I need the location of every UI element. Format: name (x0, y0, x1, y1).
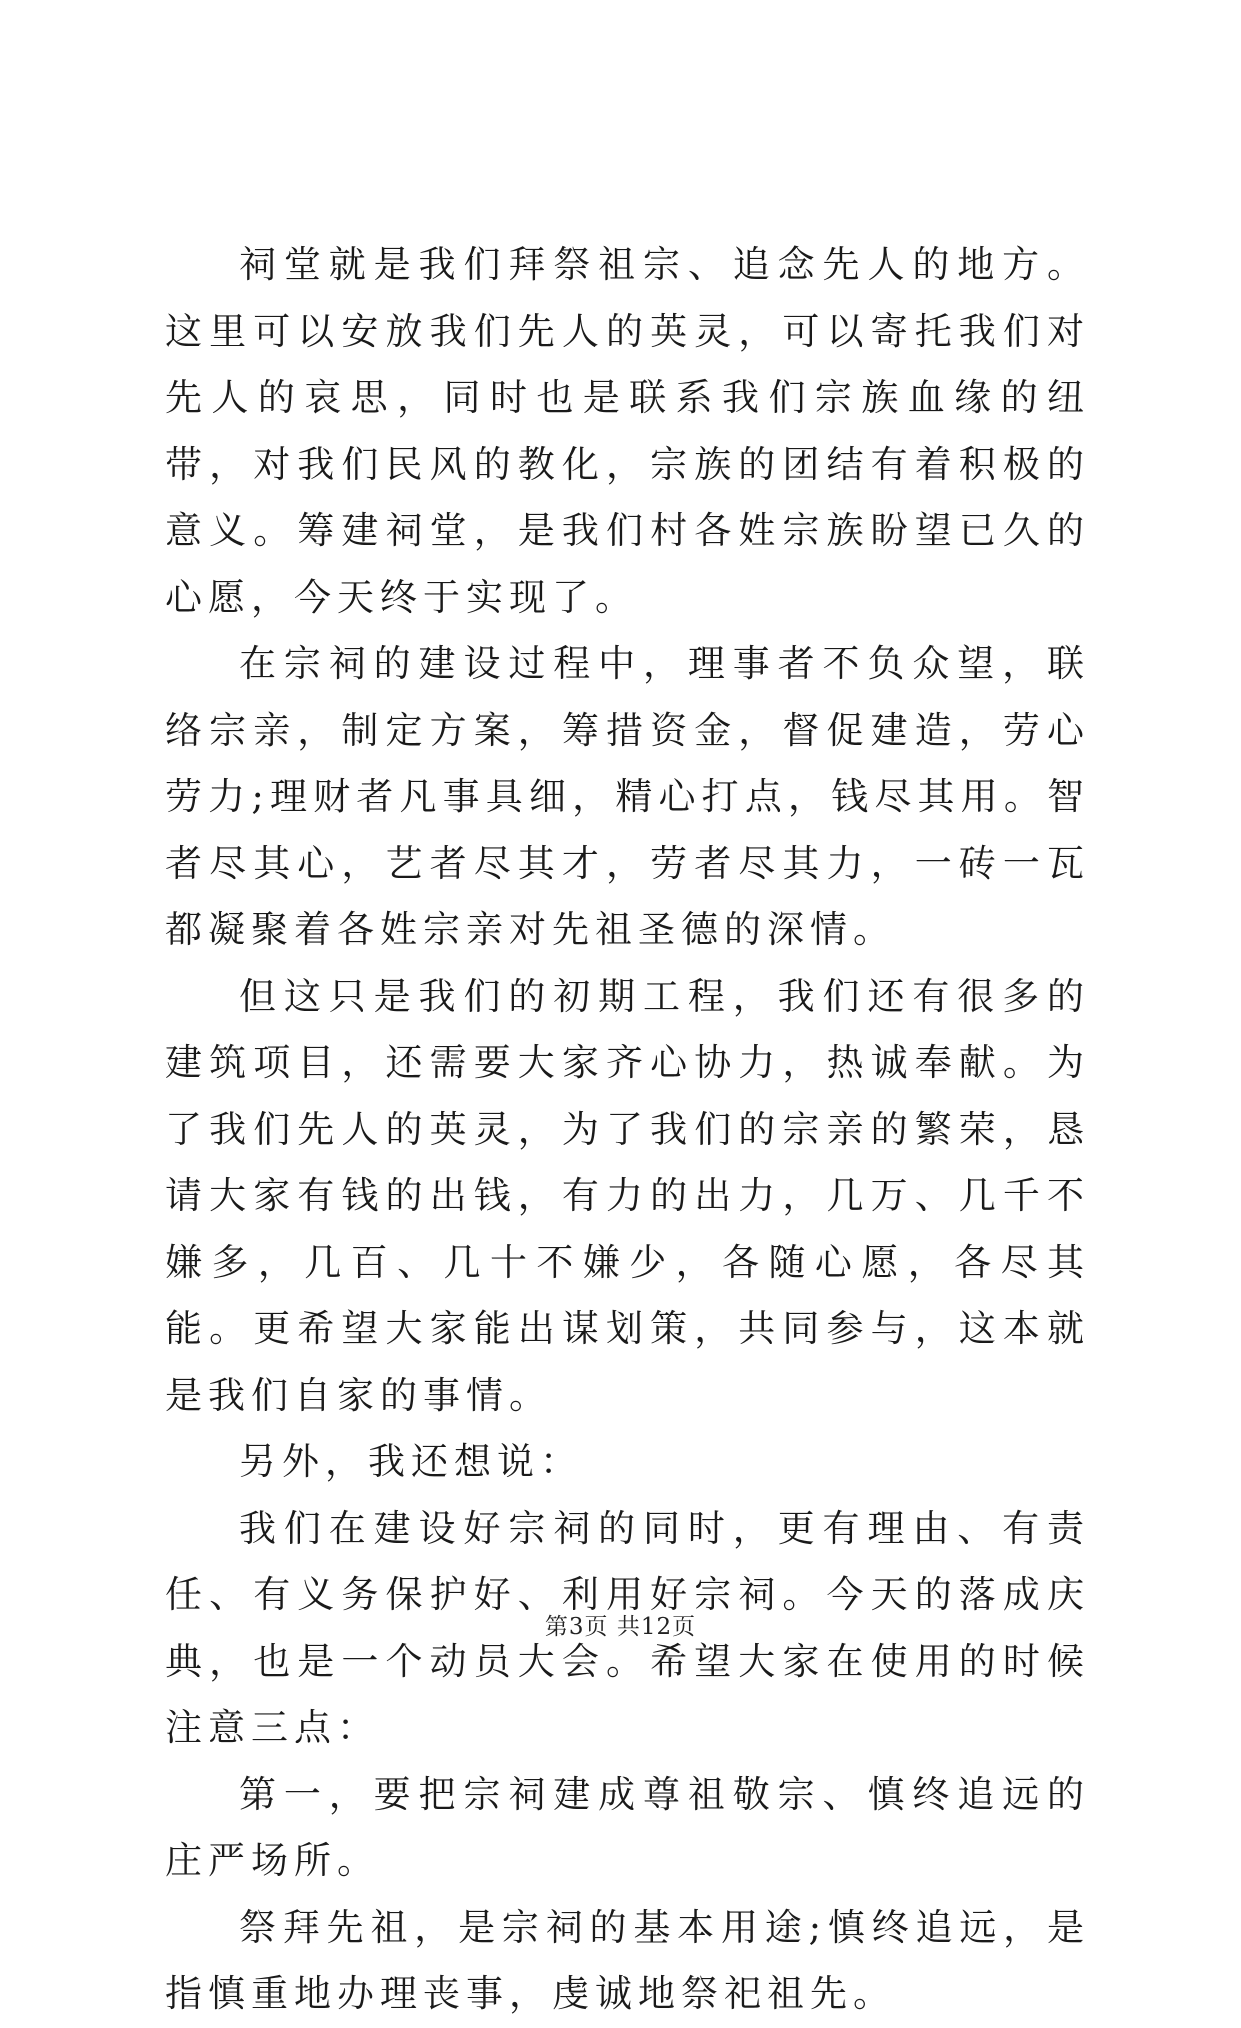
paragraph-protect-and-use: 我们在建设好宗祠的同时，更有理由、有责任、有义务保护好、利用好宗祠。今天的落成庆典，也是一个动员大会。希望大家在使用的时候注意三点： (165, 1506, 1090, 1749)
paragraph-construction-process: 在宗祠的建设过程中，理事者不负众望，联络宗亲，制定方案，筹措资金，督促建造，劳心劳力;理财者凡事具细，精心打点，钱尽其用。智者尽其心，艺者尽其才，劳者尽其力，一砖一瓦都凝聚着各姓宗亲对先祖圣德的深情。 (165, 642, 1090, 951)
page-number-footer: 第3页 共12页 (544, 1614, 697, 1640)
paragraph-donation-appeal: 但这只是我们的初期工程，我们还有很多的建筑项目，还需要大家齐心协力，热诚奉献。为了我们先人的英灵，为了我们的宗亲的繁荣，恳请大家有钱的出钱，有力的出力，几万、几千不嫌多，几百、几十不嫌少，各随心愿，各尽其能。更希望大家能出谋划策，共同参与，这本就是我们自家的事情。 (165, 974, 1090, 1417)
paragraph-additional-remarks: 另外，我还想说： (239, 1440, 583, 1483)
paragraph-point-one: 第一，要把宗祠建成尊祖敬宗、慎终追远的庄严场所。 (165, 1772, 1090, 1882)
document-body (165, 232, 1090, 2028)
paragraph-ancestral-hall-meaning: 祠堂就是我们拜祭祖宗、追念先人的地方。这里可以安放我们先人的英灵，可以寄托我们对先人的哀思，同时也是联系我们宗族血缘的纽带，对我们民风的教化，宗族的团结有着积极的意义。筹建祠堂，是我们村各姓宗族盼望已久的心愿，今天终于实现了。 (165, 243, 1090, 619)
paragraph-worship-ancestors: 祭拜先祖，是宗祠的基本用途;慎终追远，是指慎重地办理丧事，虔诚地祭祀祖先。 (165, 1905, 1090, 2015)
